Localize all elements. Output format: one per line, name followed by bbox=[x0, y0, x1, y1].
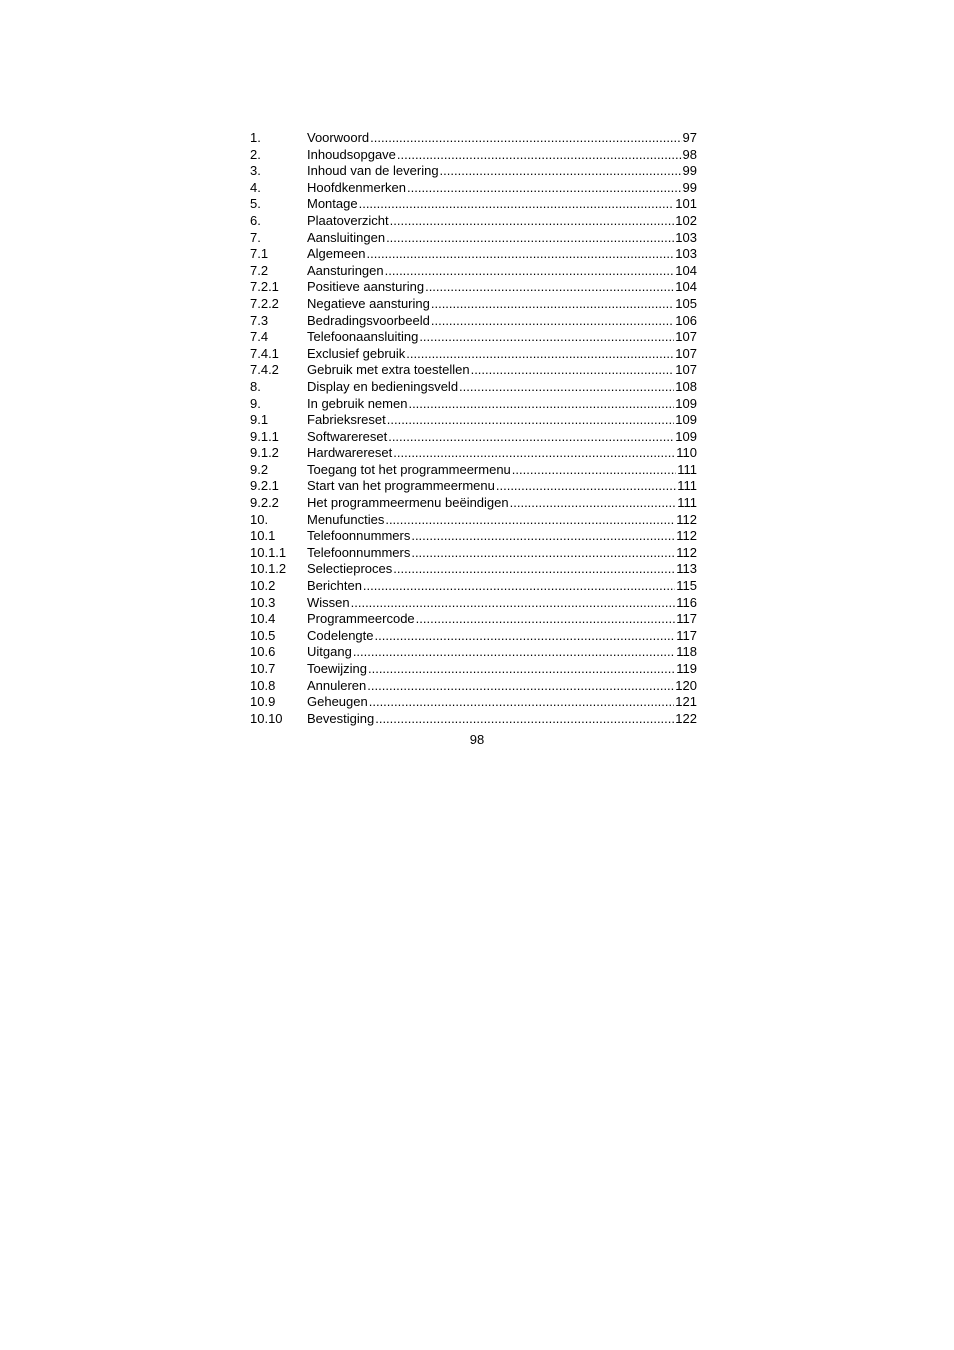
table-of-contents bbox=[250, 130, 697, 727]
toc-entry-number: 9.1 bbox=[250, 412, 269, 428]
toc-entry-page: 116 bbox=[676, 594, 697, 610]
toc-dot-leader bbox=[440, 163, 682, 180]
toc-entry[interactable] bbox=[250, 180, 697, 197]
toc-dot-leader bbox=[431, 296, 674, 313]
toc-entry-page: 109 bbox=[675, 412, 697, 428]
toc-entry-number: 7.2.2 bbox=[250, 295, 279, 311]
toc-dot-leader bbox=[351, 595, 676, 612]
toc-entry-title: Codelengte bbox=[307, 627, 374, 643]
toc-entry-title: Het programmeermenu beëindigen bbox=[307, 495, 509, 511]
toc-entry[interactable] bbox=[250, 661, 697, 678]
toc-entry-page: 102 bbox=[675, 212, 697, 228]
toc-entry-number: 7.4 bbox=[250, 329, 269, 345]
toc-dot-leader bbox=[431, 313, 674, 330]
toc-entry-page: 104 bbox=[675, 279, 697, 295]
toc-entry[interactable] bbox=[250, 147, 697, 164]
toc-entry-title: Aansluitingen bbox=[307, 229, 386, 245]
toc-entry-page: 113 bbox=[676, 561, 697, 577]
toc-entry-title: Hardwarereset bbox=[307, 445, 393, 461]
toc-dot-leader bbox=[419, 329, 674, 346]
toc-dot-leader bbox=[367, 246, 675, 263]
toc-entry-title: Menufuncties bbox=[307, 511, 385, 527]
toc-dot-leader bbox=[387, 412, 675, 429]
toc-entry-page: 107 bbox=[675, 345, 697, 361]
toc-entry-title: Programmeercode bbox=[307, 611, 415, 627]
toc-entry[interactable] bbox=[250, 478, 697, 495]
toc-entry-title: Inhoud van de levering bbox=[307, 163, 439, 179]
toc-entry-page: 97 bbox=[682, 130, 697, 145]
toc-entry-title: Algemeen bbox=[307, 246, 366, 262]
toc-entry-title: Telefoonnummers bbox=[307, 528, 411, 544]
toc-entry-title: In gebruik nemen bbox=[307, 395, 408, 411]
toc-entry[interactable] bbox=[250, 346, 697, 363]
toc-entry-page: 112 bbox=[676, 511, 697, 527]
toc-entry-title: Hoofdkenmerken bbox=[307, 179, 406, 195]
toc-entry[interactable] bbox=[250, 313, 697, 330]
toc-dot-leader bbox=[471, 362, 675, 379]
toc-dot-leader bbox=[388, 429, 674, 446]
toc-entry-page: 107 bbox=[675, 362, 697, 378]
toc-dot-leader bbox=[496, 478, 676, 495]
toc-entry-title: Positieve aansturing bbox=[307, 279, 425, 295]
toc-entry[interactable] bbox=[250, 163, 697, 180]
toc-entry-number: 7.4.2 bbox=[250, 362, 279, 378]
toc-entry-page: 112 bbox=[676, 544, 697, 560]
toc-dot-leader bbox=[512, 462, 676, 479]
toc-entry-title: Aansturingen bbox=[307, 262, 384, 278]
toc-entry-page: 109 bbox=[675, 428, 697, 444]
toc-entry[interactable] bbox=[250, 362, 697, 379]
toc-entry-title: Bedradingsvoorbeeld bbox=[307, 312, 430, 328]
toc-entry-number: 7.4.1 bbox=[250, 345, 279, 361]
toc-entry-title: Negatieve aansturing bbox=[307, 295, 430, 311]
toc-entry-title: Fabrieksreset bbox=[307, 412, 386, 428]
toc-entry-number: 10.10 bbox=[250, 710, 283, 726]
toc-dot-leader bbox=[386, 230, 674, 247]
toc-entry[interactable] bbox=[250, 263, 697, 280]
toc-entry[interactable] bbox=[250, 561, 697, 578]
toc-entry-page: 101 bbox=[675, 196, 697, 212]
toc-entry-page: 108 bbox=[675, 378, 697, 394]
toc-entry[interactable] bbox=[250, 512, 697, 529]
toc-entry-number: 10. bbox=[250, 511, 269, 527]
toc-entry[interactable] bbox=[250, 196, 697, 213]
toc-dot-leader bbox=[375, 628, 676, 645]
toc-entry-title: Annuleren bbox=[307, 677, 367, 693]
toc-entry-page: 99 bbox=[682, 179, 697, 195]
toc-entry-title: Voorwoord bbox=[307, 130, 370, 145]
toc-entry-title: Toewijzing bbox=[307, 661, 367, 676]
toc-dot-leader bbox=[411, 545, 675, 562]
toc-dot-leader bbox=[411, 528, 675, 545]
toc-dot-leader bbox=[375, 711, 674, 728]
toc-dot-leader bbox=[407, 180, 682, 197]
toc-entry-title: Telefoonnummers bbox=[307, 544, 411, 560]
toc-entry-number: 9. bbox=[250, 395, 261, 411]
toc-dot-leader bbox=[425, 279, 674, 296]
toc-entry-number: 9.2.2 bbox=[250, 495, 279, 511]
toc-entry-page: 122 bbox=[675, 710, 697, 726]
toc-entry-number: 7.2.1 bbox=[250, 279, 279, 295]
toc-entry-title: Geheugen bbox=[307, 694, 368, 710]
toc-dot-leader bbox=[368, 661, 675, 678]
toc-entry-page: 107 bbox=[675, 329, 697, 345]
toc-entry-title: Berichten bbox=[307, 578, 362, 594]
toc-entry-page: 98 bbox=[682, 146, 697, 162]
toc-entry-page: 103 bbox=[675, 229, 697, 245]
toc-entry-number: 10.6 bbox=[250, 644, 276, 660]
toc-dot-leader bbox=[370, 130, 681, 147]
toc-entry[interactable] bbox=[250, 578, 697, 595]
toc-entry-title: Uitgang bbox=[307, 644, 352, 660]
toc-entry-number: 4. bbox=[250, 179, 261, 195]
toc-entry[interactable] bbox=[250, 711, 697, 728]
toc-entry-number: 10.5 bbox=[250, 627, 276, 643]
toc-dot-leader bbox=[385, 263, 675, 280]
toc-dot-leader bbox=[408, 396, 674, 413]
toc-entry-page: 115 bbox=[676, 578, 697, 594]
toc-entry-page: 104 bbox=[675, 262, 697, 278]
toc-entry[interactable] bbox=[250, 296, 697, 313]
toc-entry[interactable] bbox=[250, 130, 697, 147]
toc-entry-number: 7. bbox=[250, 229, 261, 245]
toc-entry-title: Selectieproces bbox=[307, 561, 393, 577]
toc-entry-page: 110 bbox=[676, 445, 697, 461]
toc-dot-leader bbox=[393, 445, 675, 462]
toc-entry-number: 10.4 bbox=[250, 611, 276, 627]
toc-entry[interactable] bbox=[250, 246, 697, 263]
toc-entry[interactable] bbox=[250, 379, 697, 396]
toc-entry-number: 7.3 bbox=[250, 312, 269, 328]
toc-entry[interactable] bbox=[250, 213, 697, 230]
toc-entry-page: 109 bbox=[675, 395, 697, 411]
toc-entry-number: 7.2 bbox=[250, 262, 269, 278]
toc-entry[interactable] bbox=[250, 495, 697, 512]
toc-entry-number: 10.2 bbox=[250, 578, 276, 594]
toc-entry[interactable] bbox=[250, 595, 697, 612]
toc-entry-page: 105 bbox=[675, 295, 697, 311]
page-number: 98 bbox=[469, 732, 485, 747]
toc-entry-number: 9.1.2 bbox=[250, 445, 279, 461]
toc-entry-number: 7.1 bbox=[250, 246, 269, 262]
toc-entry-page: 111 bbox=[677, 461, 697, 477]
toc-entry-number: 10.8 bbox=[250, 677, 276, 693]
toc-entry[interactable] bbox=[250, 279, 697, 296]
toc-entry-number: 5. bbox=[250, 196, 261, 212]
toc-dot-leader bbox=[510, 495, 677, 512]
toc-entry[interactable] bbox=[250, 445, 697, 462]
toc-entry[interactable] bbox=[250, 429, 697, 446]
toc-entry-page: 99 bbox=[682, 163, 697, 179]
toc-entry-page: 111 bbox=[677, 478, 697, 494]
toc-entry[interactable] bbox=[250, 412, 697, 429]
toc-entry-title: Softwarereset bbox=[307, 428, 388, 444]
toc-entry[interactable] bbox=[250, 329, 697, 346]
toc-entry-number: 10.9 bbox=[250, 694, 276, 710]
toc-dot-leader bbox=[393, 561, 675, 578]
toc-entry[interactable] bbox=[250, 678, 697, 695]
toc-entry-number: 10.1.2 bbox=[250, 561, 287, 577]
toc-entry-title: Bevestiging bbox=[307, 710, 375, 726]
toc-entry-title: Plaatoverzicht bbox=[307, 212, 389, 228]
toc-entry-page: 112 bbox=[676, 528, 697, 544]
toc-dot-leader bbox=[416, 611, 676, 628]
toc-dot-leader bbox=[390, 213, 675, 230]
toc-entry-page: 106 bbox=[675, 312, 697, 328]
toc-entry-title: Gebruik met extra toestellen bbox=[307, 362, 470, 378]
toc-entry[interactable] bbox=[250, 644, 697, 661]
toc-dot-leader bbox=[359, 196, 675, 213]
toc-entry-page: 120 bbox=[675, 677, 697, 693]
toc-entry-title: Start van het programmeermenu bbox=[307, 478, 495, 494]
toc-dot-leader bbox=[459, 379, 674, 396]
toc-entry-number: 9.2.1 bbox=[250, 478, 279, 494]
toc-entry-number: 10.1.1 bbox=[250, 544, 287, 560]
toc-entry-title: Montage bbox=[307, 196, 358, 212]
toc-dot-leader bbox=[397, 147, 682, 164]
toc-entry-number: 6. bbox=[250, 212, 261, 228]
toc-dot-leader bbox=[406, 346, 674, 363]
toc-entry[interactable] bbox=[250, 694, 697, 711]
toc-entry[interactable] bbox=[250, 230, 697, 247]
toc-entry-number: 1. bbox=[250, 130, 261, 145]
toc-entry-title: Toegang tot het programmeermenu bbox=[307, 461, 511, 477]
toc-entry-number: 9.1.1 bbox=[250, 428, 279, 444]
toc-entry[interactable] bbox=[250, 545, 697, 562]
toc-entry-page: 121 bbox=[675, 694, 697, 710]
toc-entry-number: 8. bbox=[250, 378, 261, 394]
toc-entry-number: 10.7 bbox=[250, 661, 276, 676]
toc-entry[interactable] bbox=[250, 628, 697, 645]
toc-entry-number: 10.3 bbox=[250, 594, 276, 610]
toc-entry-page: 103 bbox=[675, 246, 697, 262]
toc-entry-number: 3. bbox=[250, 163, 261, 179]
toc-entry-number: 2. bbox=[250, 146, 261, 162]
toc-entry[interactable] bbox=[250, 611, 697, 628]
toc-entry-title: Exclusief gebruik bbox=[307, 345, 406, 361]
toc-dot-leader bbox=[367, 678, 674, 695]
toc-entry-page: 118 bbox=[676, 644, 697, 660]
toc-entry-title: Wissen bbox=[307, 594, 350, 610]
toc-entry-title: Display en bedieningsveld bbox=[307, 378, 459, 394]
toc-dot-leader bbox=[385, 512, 675, 529]
toc-entry[interactable] bbox=[250, 396, 697, 413]
toc-entry-number: 9.2 bbox=[250, 461, 269, 477]
toc-entry-title: Telefoonaansluiting bbox=[307, 329, 419, 345]
toc-dot-leader bbox=[353, 644, 675, 661]
toc-entry-page: 119 bbox=[676, 661, 697, 676]
toc-entry-number: 10.1 bbox=[250, 528, 276, 544]
toc-entry-title: Inhoudsopgave bbox=[307, 146, 396, 162]
toc-entry[interactable] bbox=[250, 528, 697, 545]
toc-entry[interactable] bbox=[250, 462, 697, 479]
toc-entry-page: 117 bbox=[676, 627, 697, 643]
toc-entry-page: 117 bbox=[676, 611, 697, 627]
toc-entry-page: 111 bbox=[677, 495, 697, 511]
toc-dot-leader bbox=[363, 578, 675, 595]
toc-dot-leader bbox=[369, 694, 675, 711]
